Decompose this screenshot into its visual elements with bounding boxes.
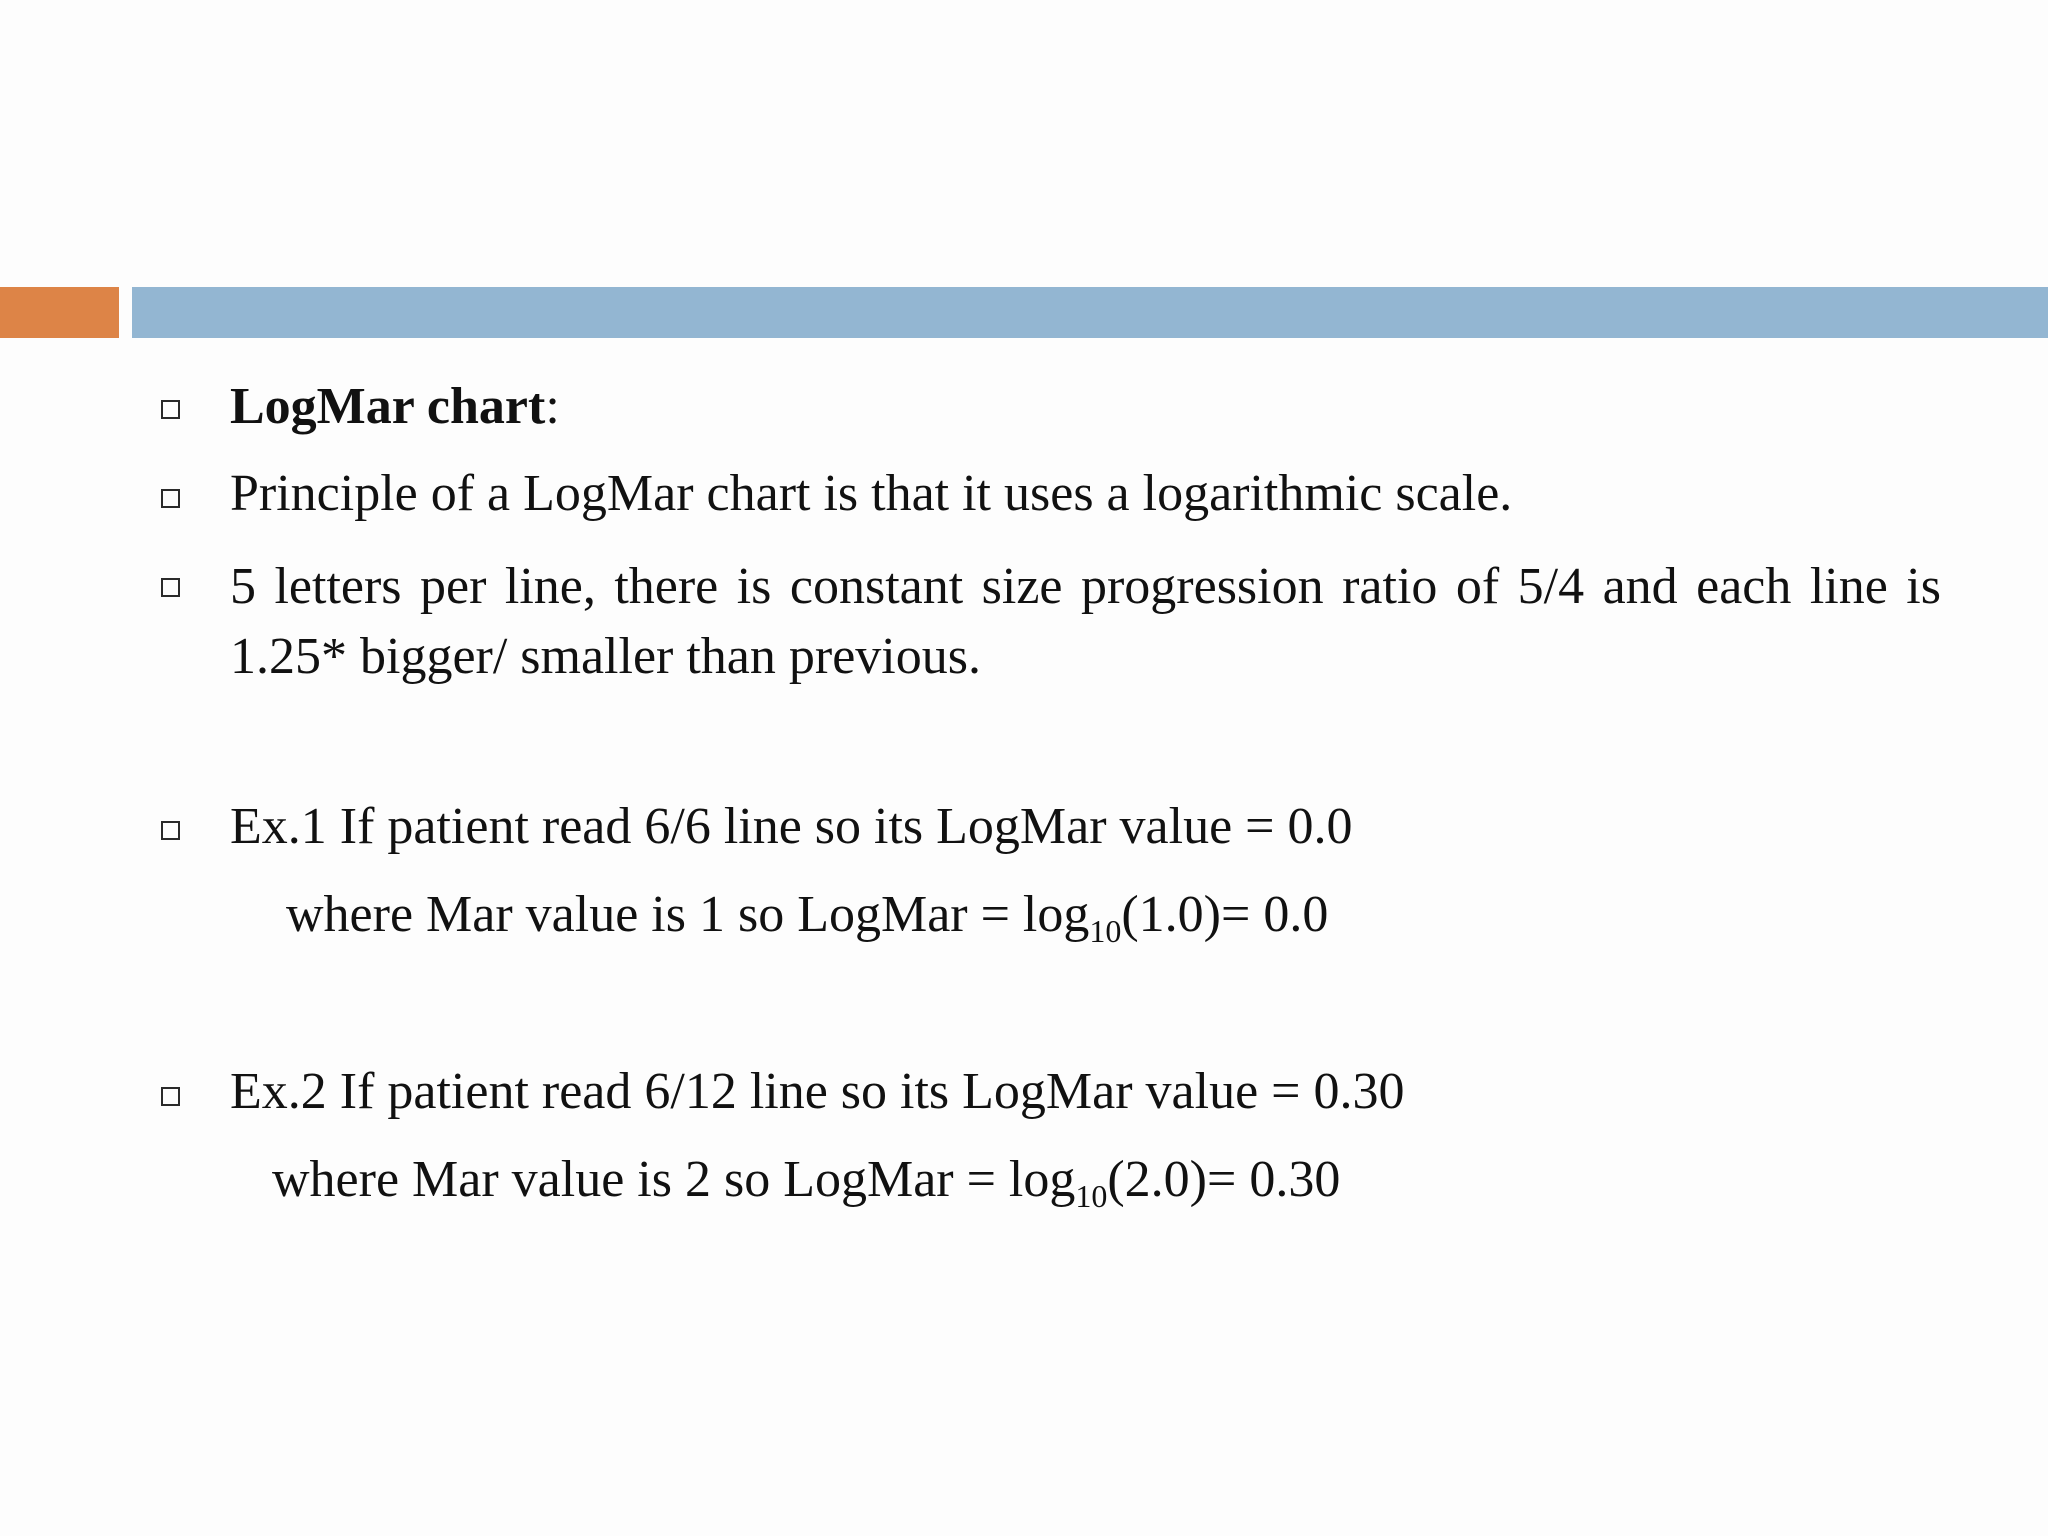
example-1-formula-suffix: (1.0)= 0.0 bbox=[1121, 886, 1329, 943]
example-1-formula bbox=[286, 886, 1329, 950]
square-bullet-icon bbox=[161, 400, 180, 419]
bullet-title-text: LogMar chart bbox=[230, 378, 546, 435]
square-bullet-icon bbox=[161, 578, 180, 597]
bullet-principle: Principle of a LogMar chart is that it uses a logarithmic scale. bbox=[230, 465, 1513, 522]
header-accent-orange bbox=[0, 287, 119, 338]
square-bullet-icon bbox=[161, 489, 180, 508]
example-2-formula bbox=[272, 1151, 1341, 1215]
example-2-formula-prefix: where Mar value is 2 so LogMar = log bbox=[272, 1151, 1076, 1208]
example-1-formula-prefix: where Mar value is 1 so LogMar = log bbox=[286, 886, 1090, 943]
bullet-progression: 5 letters per line, there is constant size progression ratio of 5/4 and each line is 1.25* bigger/ smaller than previous. bbox=[230, 558, 1941, 685]
header-accent-blue bbox=[132, 287, 2048, 338]
bullet-title bbox=[230, 378, 560, 435]
example-2-formula-suffix: (2.0)= 0.30 bbox=[1107, 1151, 1341, 1208]
square-bullet-icon bbox=[161, 1087, 180, 1106]
example-1: Ex.1 If patient read 6/6 line so its LogMar value = 0.0 bbox=[230, 798, 1353, 855]
square-bullet-icon bbox=[161, 821, 180, 840]
log-base-subscript: 10 bbox=[1075, 1178, 1108, 1215]
bullet-title-colon: : bbox=[545, 378, 560, 435]
log-base-subscript: 10 bbox=[1089, 913, 1122, 950]
example-2: Ex.2 If patient read 6/12 line so its LogMar value = 0.30 bbox=[230, 1063, 1405, 1120]
